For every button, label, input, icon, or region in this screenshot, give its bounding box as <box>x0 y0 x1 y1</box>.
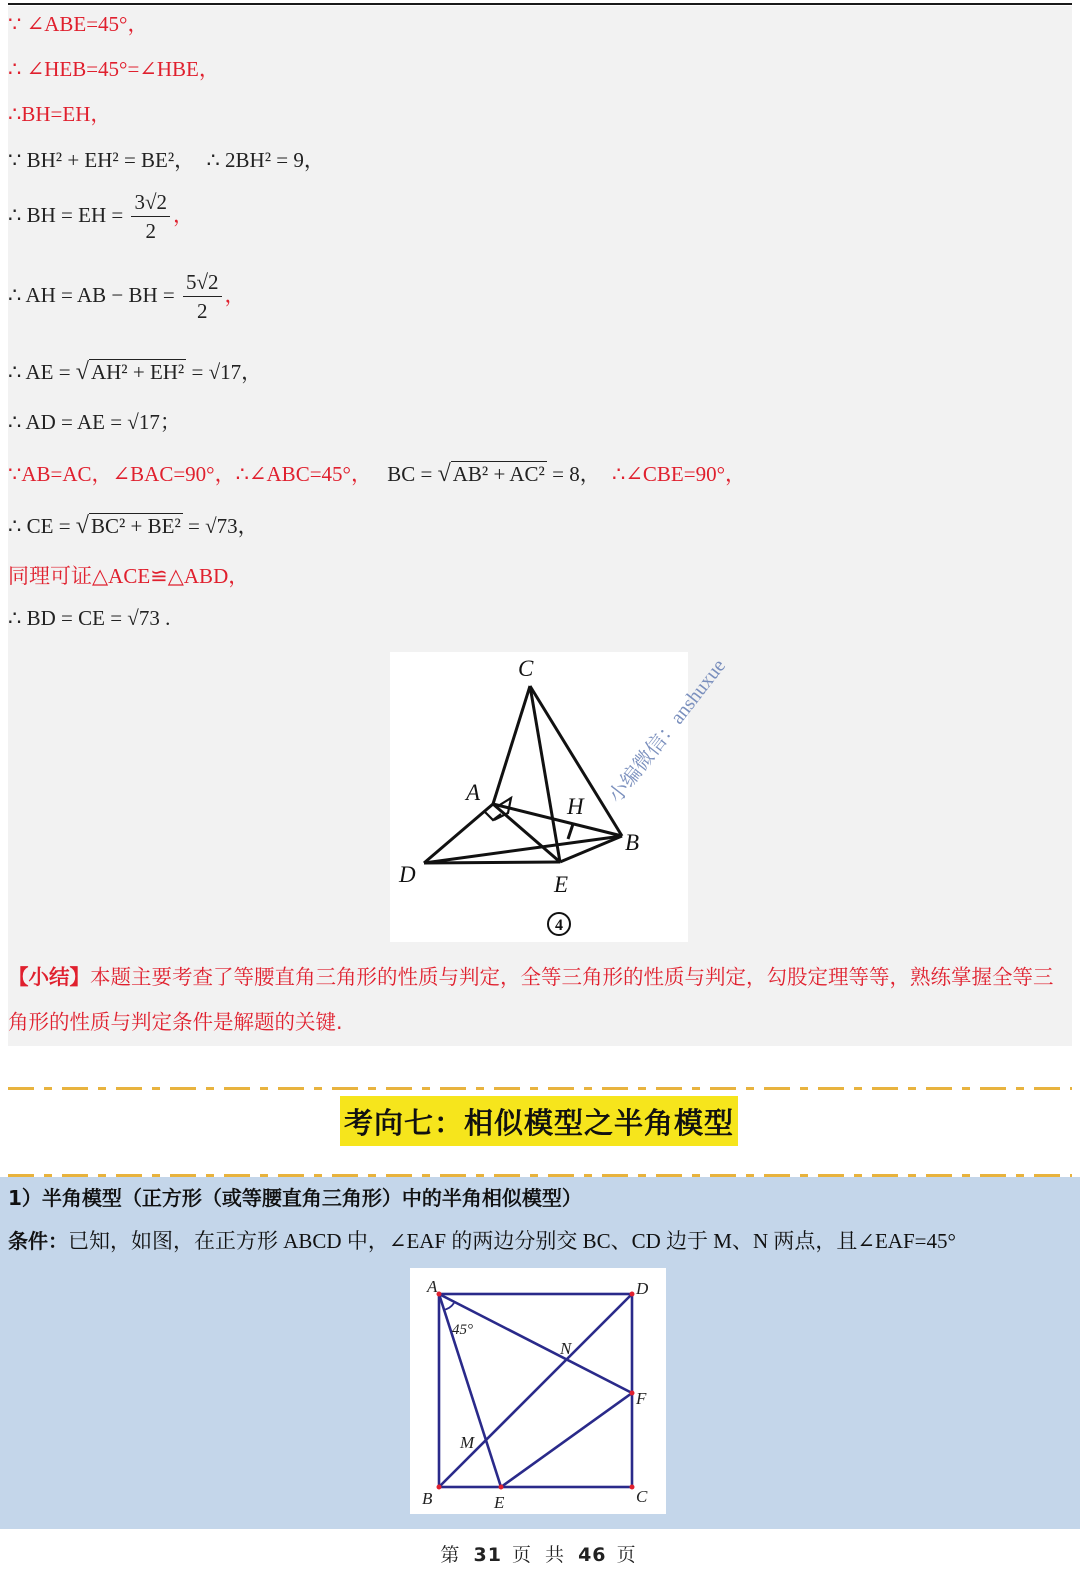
radicand: AH² + EH² <box>90 360 185 384</box>
bd-equation: ∴ BD = CE = √73 . <box>8 606 171 630</box>
solution-line-8 <box>8 406 181 436</box>
pythagoras-equation: ∵ BH² + EH² = BE²， <box>8 148 196 172</box>
footer-prefix: 第 <box>440 1544 464 1566</box>
solution-line-6: ∴ AH = AB − BH = $\frac{5√2}{2}$ ， <box>8 270 246 323</box>
abc-angle-reasoning: ∵AB=AC，∠BAC=90°，∴∠ABC=45°， <box>8 462 372 486</box>
solution-line-9: ∵AB=AC，∠BAC=90°，∴∠ABC=45°， BC = √AB² + AC² = 8， ∴∠CBE=90°， <box>8 461 746 487</box>
condition-text: 已知，如图，在正方形 ABCD 中，∠EAF 的两边分别交 BC、CD 边于 M、N 两点，且∠EAF=45° <box>68 1229 956 1253</box>
caption-number: 4 <box>555 917 563 934</box>
label-e: E <box>554 872 569 897</box>
point-e <box>499 1485 504 1490</box>
point-d <box>630 1292 635 1297</box>
radicand: AB² + AC² <box>452 462 545 486</box>
label-h: H <box>567 794 584 819</box>
ad-equation: ∴ AD = AE = √17； <box>8 410 181 434</box>
solution-line-11: 同理可证△ACE≌△ABD， <box>8 564 250 588</box>
label-d: D <box>399 862 416 887</box>
square-figure <box>410 1268 666 1514</box>
ce-result: = √73， <box>188 514 259 538</box>
solution-line-12 <box>8 606 170 631</box>
label-e: E <box>494 1493 505 1512</box>
page-number: 31 <box>473 1544 502 1566</box>
solution-line-2: ∴ ∠HEB=45°=∠HBE， <box>8 57 220 81</box>
label-d: D <box>636 1279 649 1298</box>
label-m: M <box>460 1433 475 1452</box>
bc-lhs: BC = <box>387 462 433 486</box>
fraction-3root2-over-2 <box>131 192 170 242</box>
label-a: A <box>427 1277 438 1296</box>
label-n: N <box>560 1339 572 1358</box>
bc-result: = 8， <box>552 462 601 486</box>
angle-arc <box>443 1303 454 1310</box>
top-rule <box>8 3 1072 5</box>
square-diagram <box>410 1268 666 1514</box>
segment-af <box>439 1294 632 1393</box>
triangle-diagram <box>390 652 731 942</box>
label-45-degrees: 45° <box>452 1322 473 1338</box>
label-c: C <box>636 1487 648 1506</box>
condition-label: 条件： <box>8 1229 68 1253</box>
ah-lhs: ∴ AH = AB − BH = <box>8 282 175 307</box>
segment-de <box>424 862 560 863</box>
model-condition <box>8 1225 956 1255</box>
label-c: C <box>518 656 534 681</box>
watermark: 小编微信：anshuxue <box>604 655 731 808</box>
solution-line-1: ∵ ∠ABE=45°， <box>8 12 149 36</box>
point-c <box>630 1485 635 1490</box>
label-b: B <box>625 830 640 855</box>
summary-tag: 【小结】 <box>8 965 90 989</box>
label-a: A <box>466 780 481 805</box>
triangle-figure <box>390 652 731 942</box>
segment-ca <box>493 686 530 804</box>
point-b <box>437 1485 442 1490</box>
fraction-numerator: 5√2 <box>183 272 222 297</box>
bh-squared-equation: ∴ 2BH² = 9， <box>206 148 325 172</box>
dash-divider-top <box>8 1087 1072 1090</box>
bh-eh-lhs: ∴ BH = EH = <box>8 202 124 227</box>
fraction-numerator: 3√2 <box>131 192 170 217</box>
cbe-angle: ∴∠CBE=90°， <box>611 462 746 486</box>
solution-line-10: ∴ CE = √BC² + BE² = √73， <box>8 513 259 539</box>
summary <box>8 955 1072 1045</box>
label-b: B <box>422 1489 433 1508</box>
footer-suffix: 页 <box>616 1544 640 1566</box>
radicand: BC² + BE² <box>90 514 181 538</box>
section-title: 考向七：相似模型之半角模型 <box>340 1096 738 1146</box>
solution-line-5: ∴ BH = EH = $\frac{3√2}{2}$ ， <box>8 190 194 243</box>
footer-middle: 页 共 <box>511 1544 569 1566</box>
fraction-denominator: 2 <box>197 299 208 323</box>
model-title: 1）半角模型（正方形（或等腰直角三角形）中的半角相似模型） <box>8 1186 582 1210</box>
solution-line-3: ∴BH=EH， <box>8 102 112 126</box>
ae-result: = √17， <box>191 360 263 384</box>
label-f: F <box>636 1389 647 1408</box>
fraction-5root2-over-2 <box>183 272 222 322</box>
page-total: 46 <box>578 1544 607 1566</box>
point-f <box>630 1391 635 1396</box>
ce-lhs: ∴ CE = <box>8 514 71 538</box>
solution-line-4 <box>8 144 325 174</box>
solution-line-7: ∴ AE = √AH² + EH² = √17， <box>8 359 263 385</box>
page-footer <box>0 1540 1080 1567</box>
fraction-denominator: 2 <box>145 219 156 243</box>
summary-text: 本题主要考查了等腰直角三角形的性质与判定，全等三角形的性质与判定，勾股定理等等，熟练掌握全等三角形的性质与判定条件是解题的关键. <box>8 965 1054 1034</box>
ae-lhs: ∴ AE = <box>8 360 71 384</box>
segment-eh <box>568 824 573 839</box>
